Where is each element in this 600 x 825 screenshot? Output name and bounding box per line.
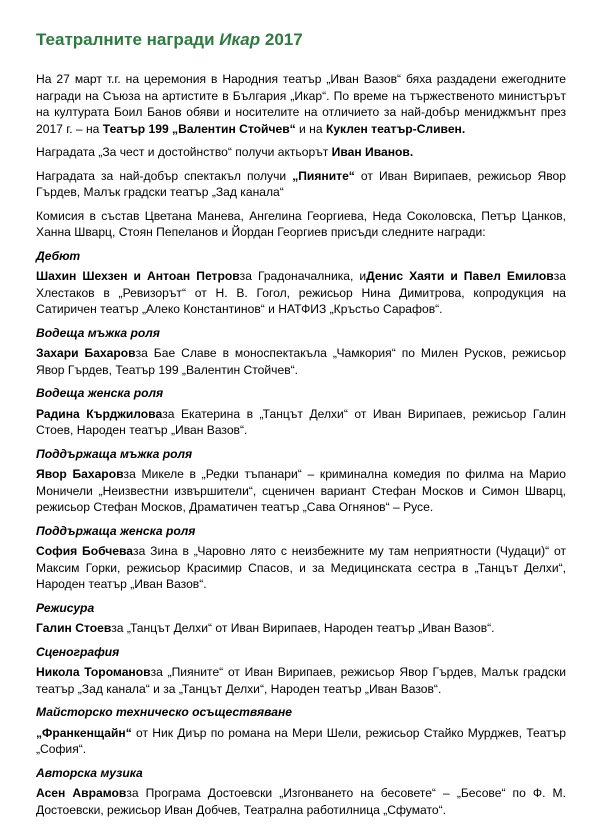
article-body [36, 71, 566, 825]
award-category: Режисура [36, 600, 95, 615]
intro-paragraph: На 27 март т.г. на церемония в Народния театър „Иван Вазов“ бяха раздадени ежегодните награди на Съюза на артистите в България „Икар“. По време на тържественото министърът на културата Боил Банов обяви и носителите на отличието за най-добър мениджмънт през 2017 г. – на Театър 199 „Валентин Стойчев“ и на Куклен театър-Сливен. [36, 72, 566, 136]
award-entry: Явор Бахаровза Микеле в „Редки тъпанари“ – криминална комедия по филма на Марио Моничели „Неизвестни извършители“, сценичен вариант Стефан Москов и Симон Шварц, режисьор Стефан Москов, Драматичен театър „Сава Огнянов“ – Русе. [36, 467, 567, 514]
title-italic: Икар [219, 30, 261, 49]
award-category: Авторска музика [36, 765, 143, 780]
award-category: Поддържаща женска роля [36, 523, 196, 538]
best-show-paragraph: Наградата за най-добър спектакъл получи „Пияните“ от Иван Вирипаев, режисьор Явор Гърдев, Малък градски театър „Зад канала“ [36, 168, 566, 199]
award-entry: Асен Аврамовза Програма Достоевски „Изгонването на бесовете“ – „Бесове“ по Ф. М. Достоевски, режисьор Иван Добчев, Театрална работилница „Сфумато“. [36, 786, 566, 817]
award-entry: „Франкенщайн“ от Ник Диър по романа на Мери Шели, режисьор Стайко Мурджев, Театър „София“. [36, 725, 566, 756]
honor-paragraph: Наградата „За чест и достойнство“ получи актьорът Иван Иванов. [36, 145, 414, 159]
award-entry: Захари Бахаровза Бае Славе в моноспектакъла „Чамкория“ по Милен Русков, режисьор Явор Гърдев, Театър 199 „Валентин Стойчев“. [36, 346, 566, 377]
award-entry: Радина Кърджиловаза Екатерина в „Танцът Делхи“ от Иван Вирипаев, режисьор Галин Стоев, Народен театър „Иван Вазов“. [36, 406, 566, 437]
award-entry: Галин Стоевза „Танцът Делхи“ от Иван Вирипаев, Народен театър „Иван Вазов“. [36, 621, 495, 635]
award-category: Дебют [36, 248, 81, 263]
title-main: Театралните награди [36, 30, 220, 49]
award-category: Водеща женска роля [36, 386, 164, 400]
award-category: Поддържаща мъжка роля [36, 446, 193, 461]
award-category: Майсторско техническо осъществяване [36, 705, 293, 719]
title-year: 2017 [260, 30, 303, 49]
award-entry: Никола Торомановза „Пияните“ от Иван Вирипаев, режисьор Явор Гърдев, Малък градски театър „Зад канала“ и за „Танцът Делхи“, Народен театър „Иван Вазов“. [36, 665, 567, 696]
award-category: Сценография [36, 644, 120, 659]
award-entry: София Бобчеваза Зина в „Чаровно лято с неизбежните му там неприятности (Чудаци)“ от Максим Горки, режисьор Красимир Спасов, и за Медицинската сестра в „Танцът Делхи“, Народен театър „Иван Вазов“. [36, 544, 566, 591]
page-title [36, 30, 303, 50]
award-category: Водеща мъжка роля [36, 325, 160, 340]
award-entry: Шахин Шехзен и Антоан Петровза Градоначалника, иДенис Хаяти и Павел Емиловза Хлестаков в „Ревизорът“ от Н. В. Гогол, режисьор Нина Димитрова, копродукция на Сатиричен театър „Алеко Константинов“ и НАТФИЗ „Кръстьо Сарафов“. [36, 269, 567, 316]
commission-paragraph: Комисия в състав Цветана Манева, Ангелина Георгиева, Неда Соколовска, Петър Цанков, Ханна Шварц, Стоян Пепеланов и Йордан Георгиев присъди следните награди: [36, 208, 566, 239]
